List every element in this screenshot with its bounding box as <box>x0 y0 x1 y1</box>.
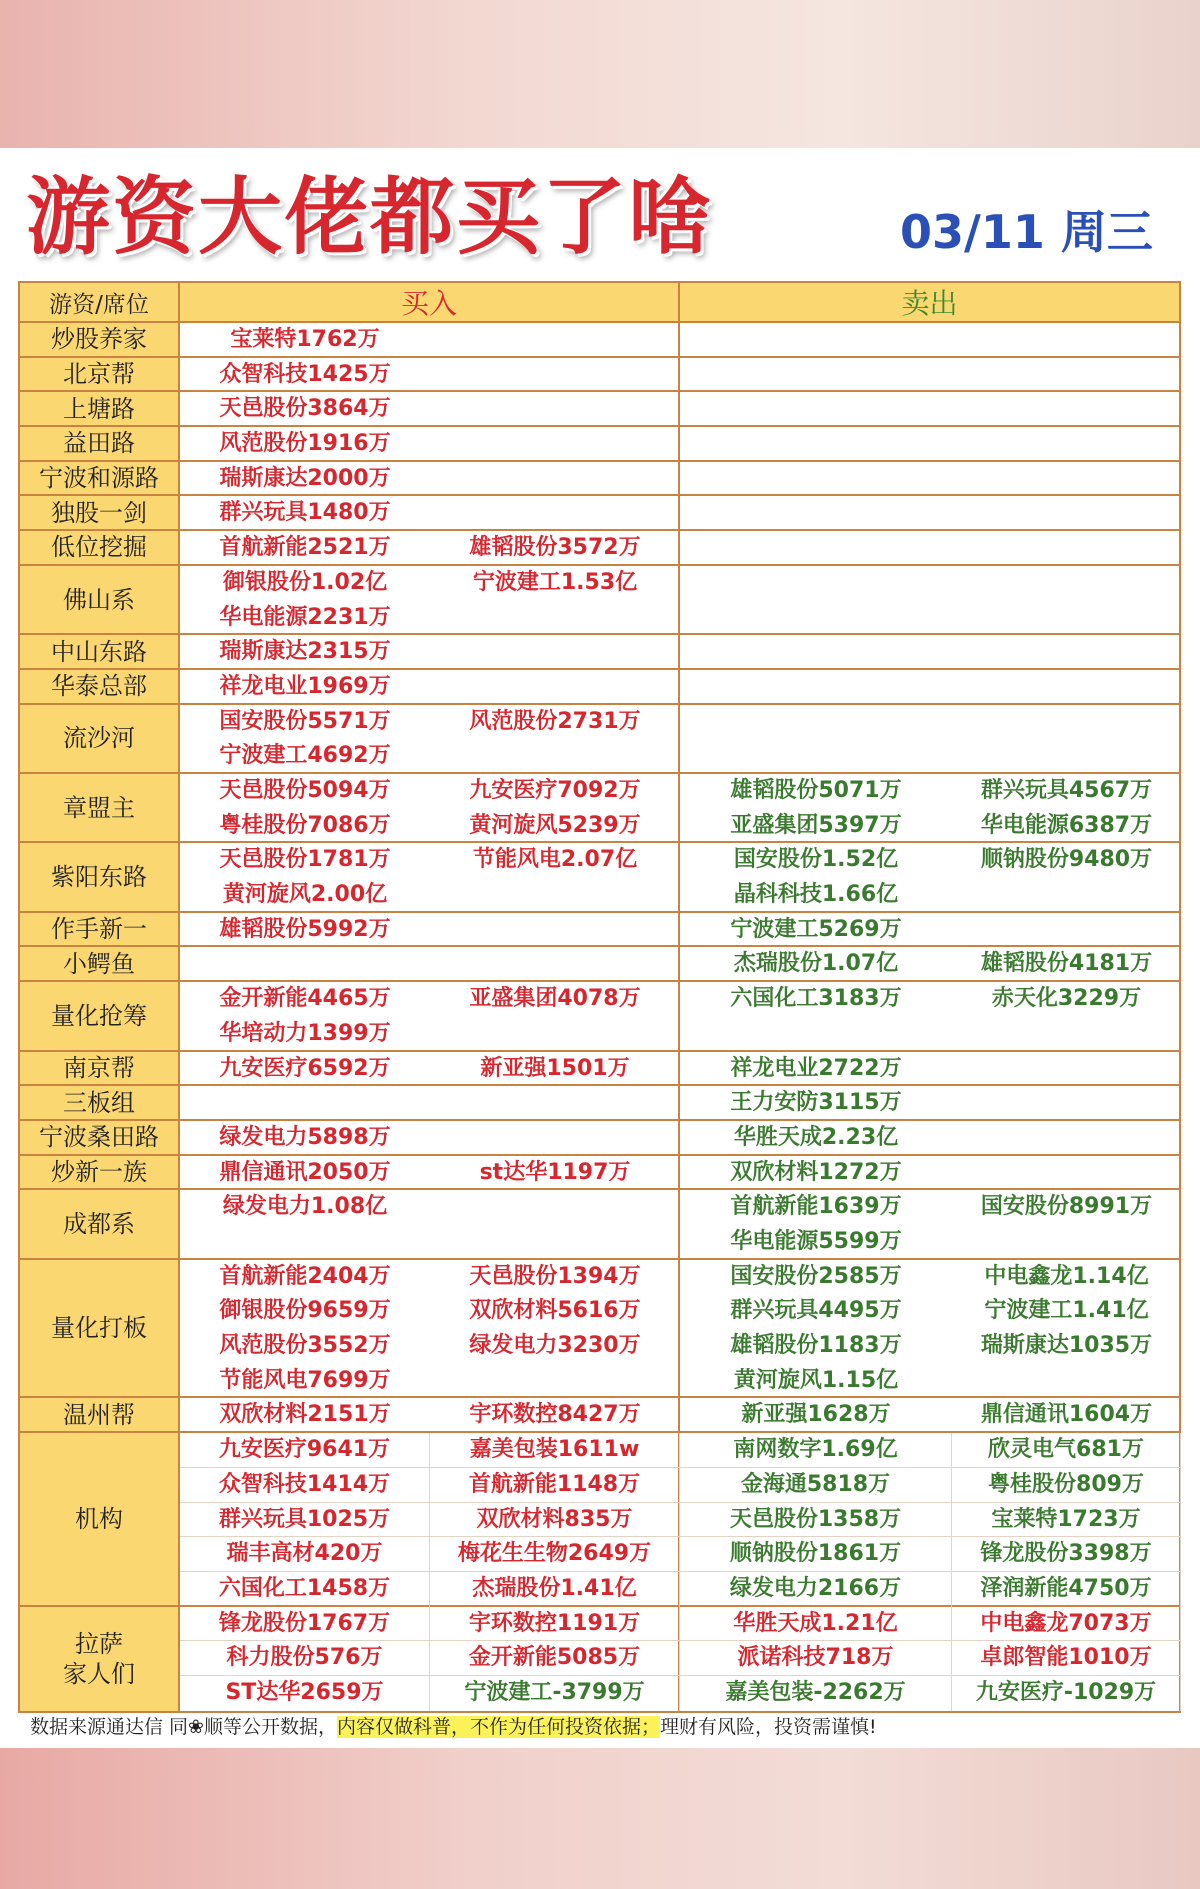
seat-name: 紫阳东路 <box>20 843 180 910</box>
buy-cell <box>180 1433 680 1605</box>
sell-item: 祥龙电业2722万 <box>730 1055 902 1081</box>
buy-item: 六国化工1458万 <box>180 1572 430 1607</box>
sell-item: 派诺科技718万 <box>680 1641 952 1676</box>
buy-cell <box>180 670 680 703</box>
buy-cell <box>180 947 680 980</box>
buy-item: 宇环数控1191万 <box>430 1607 680 1642</box>
sell-item: 华胜天成1.21亿 <box>680 1607 952 1642</box>
seat-name: 拉萨 家人们 <box>20 1607 180 1711</box>
buy-cell <box>180 392 680 425</box>
sell-cell <box>680 323 1181 356</box>
table-row <box>20 358 1179 393</box>
sell-item: 华电能源5599万 <box>730 1228 902 1254</box>
table-header <box>20 283 1179 323</box>
buy-item: 粤桂股份7086万 <box>219 812 391 838</box>
table-row <box>20 1607 1179 1711</box>
table-row <box>20 392 1179 427</box>
table-row <box>20 1433 1179 1607</box>
sell-item: 绿发电力2166万 <box>680 1572 952 1607</box>
buy-item: 风范股份3552万 <box>219 1333 391 1359</box>
sell-item: 六国化工3183万 <box>730 986 902 1012</box>
buy-item: 黄河旋风5239万 <box>469 812 641 838</box>
sell-item: 群兴玩具4567万 <box>980 777 1153 803</box>
buy-item: 节能风电7699万 <box>219 1367 391 1393</box>
sell-cell <box>680 774 1181 841</box>
footer-source: 数据来源通达信 同❀顺等公开数据， <box>30 1716 337 1738</box>
sell-cell <box>680 1190 1181 1257</box>
sell-item: 黄河旋风1.15亿 <box>733 1367 899 1393</box>
buy-item: 天邑股份5094万 <box>219 777 391 803</box>
buy-item: 双欣材料2151万 <box>219 1402 391 1428</box>
buy-item: 宁波建工-3799万 <box>430 1676 680 1711</box>
buy-cell <box>180 1607 680 1711</box>
buy-item: 宝莱特1762万 <box>230 327 380 352</box>
buy-item: 绿发电力3230万 <box>469 1333 641 1359</box>
table-row <box>20 1121 1179 1156</box>
buy-item: 群兴玩具1025万 <box>180 1503 430 1538</box>
sell-cell <box>680 462 1181 495</box>
sell-item: 中电鑫龙1.14亿 <box>984 1263 1149 1289</box>
buy-item: 祥龙电业1969万 <box>219 673 391 699</box>
sell-cell <box>680 1086 1181 1119</box>
sell-cell <box>680 1433 1181 1605</box>
seat-name: 章盟主 <box>20 774 180 841</box>
buy-cell <box>180 1052 680 1085</box>
table-row <box>20 635 1179 670</box>
buy-item: 金开新能4465万 <box>219 986 391 1012</box>
table-row <box>20 1190 1179 1259</box>
buy-cell <box>180 566 680 633</box>
table-row <box>20 670 1179 705</box>
buy-item: 首航新能2404万 <box>219 1263 391 1289</box>
sell-cell <box>680 1607 1181 1711</box>
sell-cell <box>680 358 1181 391</box>
table-row <box>20 774 1179 843</box>
sell-item: 金海通5818万 <box>680 1468 952 1503</box>
buy-cell <box>180 1121 680 1154</box>
sell-item: 宁波建工1.41亿 <box>984 1298 1149 1324</box>
seat-name: 低位挖掘 <box>20 531 180 564</box>
sell-item: 南网数字1.69亿 <box>680 1433 952 1468</box>
buy-item: 金开新能5085万 <box>430 1641 680 1676</box>
table-row <box>20 913 1179 948</box>
buy-item: 宁波建工1.53亿 <box>472 569 638 595</box>
sell-cell <box>680 1398 1181 1431</box>
buy-item: 黄河旋风2.00亿 <box>222 882 388 908</box>
sell-item: 双欣材料1272万 <box>730 1159 902 1185</box>
footer-highlight: 内容仅做科普，不作为任何投资依据； <box>336 1716 660 1738</box>
sell-item: 顺钠股份1861万 <box>680 1537 952 1572</box>
table-row <box>20 1398 1179 1433</box>
buy-cell <box>180 462 680 495</box>
table-row <box>20 531 1179 566</box>
buy-item: 节能风电2.07亿 <box>472 847 638 873</box>
sell-item: 九安医疗-1029万 <box>952 1676 1181 1711</box>
buy-item: 风范股份2731万 <box>469 708 641 734</box>
seat-name: 量化抢筹 <box>20 982 180 1049</box>
buy-item: 宇环数控8427万 <box>469 1402 641 1428</box>
sell-item: 宝莱特1723万 <box>952 1503 1181 1538</box>
buy-cell <box>180 358 680 391</box>
sell-cell <box>680 705 1181 772</box>
buy-cell <box>180 635 680 668</box>
buy-cell <box>180 496 680 529</box>
buy-item: 双欣材料835万 <box>430 1503 680 1538</box>
table-row <box>20 982 1179 1051</box>
buy-item: 宁波建工4692万 <box>219 743 391 769</box>
sell-cell <box>680 1156 1181 1189</box>
sell-item: 赤天化3229万 <box>991 986 1142 1012</box>
buy-item: 科力股份576万 <box>180 1641 430 1676</box>
buy-item: 九安医疗6592万 <box>219 1055 391 1081</box>
buy-cell <box>180 843 680 910</box>
buy-cell <box>180 913 680 946</box>
sell-item: 新亚强1628万 <box>741 1402 891 1428</box>
sell-item: 群兴玩具4495万 <box>730 1298 902 1324</box>
buy-cell <box>180 323 680 356</box>
buy-item: 瑞丰高材420万 <box>180 1537 430 1572</box>
sell-cell <box>680 566 1181 633</box>
footer-risk: 理财有风险，投资需谨慎! <box>659 1716 877 1738</box>
sell-cell <box>680 670 1181 703</box>
buy-item: 众智科技1414万 <box>180 1468 430 1503</box>
buy-cell <box>180 982 680 1049</box>
buy-item: 九安医疗9641万 <box>180 1433 430 1468</box>
page-title: 游资大佬都买了啥 <box>26 168 715 266</box>
seat-name: 流沙河 <box>20 705 180 772</box>
seat-name: 温州帮 <box>20 1398 180 1431</box>
buy-item: 风范股份1916万 <box>219 431 391 457</box>
buy-item: 雄韬股份3572万 <box>469 535 641 561</box>
sell-item: 亚盛集团5397万 <box>730 812 902 838</box>
table-row <box>20 323 1179 358</box>
sell-item: 中电鑫龙7073万 <box>952 1607 1181 1642</box>
buy-item: st达华1197万 <box>479 1159 631 1185</box>
table-row <box>20 1052 1179 1087</box>
table-row <box>20 1260 1179 1399</box>
table-row <box>20 1086 1179 1121</box>
sell-item: 鼎信通讯1604万 <box>980 1402 1153 1428</box>
date-label: 03/11 周三 <box>900 205 1153 259</box>
sell-item: 国安股份8991万 <box>980 1194 1153 1220</box>
sell-item: 瑞斯康达1035万 <box>980 1333 1153 1359</box>
sell-item: 卓郎智能1010万 <box>952 1641 1181 1676</box>
sell-cell <box>680 843 1181 910</box>
sell-cell <box>680 1260 1181 1397</box>
sell-cell <box>680 392 1181 425</box>
table-row <box>20 947 1179 982</box>
buy-item: 众智科技1425万 <box>219 361 391 387</box>
trading-table <box>18 281 1181 1713</box>
buy-item: 首航新能1148万 <box>430 1468 680 1503</box>
seat-name: 上塘路 <box>20 392 180 425</box>
seat-name: 独股一剑 <box>20 496 180 529</box>
seat-name: 炒新一族 <box>20 1156 180 1189</box>
sell-item: 国安股份1.52亿 <box>733 847 899 873</box>
buy-item: 嘉美包装1611w <box>430 1433 680 1468</box>
buy-item: ST达华2659万 <box>180 1676 430 1711</box>
table-row <box>20 1156 1179 1191</box>
buy-cell <box>180 774 680 841</box>
sell-item: 国安股份2585万 <box>730 1263 902 1289</box>
seat-name: 宁波和源路 <box>20 462 180 495</box>
sell-cell <box>680 496 1181 529</box>
sell-item: 杰瑞股份1.07亿 <box>733 951 899 977</box>
table-row <box>20 843 1179 912</box>
buy-item: 华培动力1399万 <box>219 1020 391 1046</box>
seat-name: 佛山系 <box>20 566 180 633</box>
sell-item: 顺钠股份9480万 <box>980 847 1153 873</box>
buy-item: 瑞斯康达2000万 <box>219 465 391 491</box>
sell-cell <box>680 1121 1181 1154</box>
sell-item: 天邑股份1358万 <box>680 1503 952 1538</box>
sell-item: 宁波建工5269万 <box>730 916 902 942</box>
sell-cell <box>680 913 1181 946</box>
table-row <box>20 496 1179 531</box>
buy-item: 九安医疗7092万 <box>469 777 641 803</box>
sell-item: 雄韬股份1183万 <box>730 1333 902 1359</box>
buy-item: 国安股份5571万 <box>219 708 391 734</box>
sell-item: 锋龙股份3398万 <box>952 1537 1181 1572</box>
buy-cell <box>180 705 680 772</box>
seat-name: 宁波桑田路 <box>20 1121 180 1154</box>
buy-item: 鼎信通讯2050万 <box>219 1159 391 1185</box>
seat-name: 机构 <box>20 1433 180 1605</box>
buy-item: 绿发电力5898万 <box>219 1124 391 1150</box>
sell-cell <box>680 531 1181 564</box>
sell-item: 华胜天成2.23亿 <box>733 1124 899 1150</box>
bottom-banner <box>0 1748 1200 1889</box>
seat-name: 南京帮 <box>20 1052 180 1085</box>
table-row <box>20 566 1179 635</box>
buy-cell <box>180 531 680 564</box>
sell-cell <box>680 982 1181 1049</box>
buy-item: 御银股份9659万 <box>219 1298 391 1324</box>
sell-item: 雄韬股份5071万 <box>730 777 902 803</box>
buy-cell <box>180 1398 680 1431</box>
seat-name: 中山东路 <box>20 635 180 668</box>
buy-item: 首航新能2521万 <box>219 535 391 561</box>
sell-item: 首航新能1639万 <box>730 1194 902 1220</box>
seat-name: 华泰总部 <box>20 670 180 703</box>
seat-name: 三板组 <box>20 1086 180 1119</box>
seat-name: 量化打板 <box>20 1260 180 1397</box>
table-row <box>20 462 1179 497</box>
sell-item: 晶科科技1.66亿 <box>733 882 899 908</box>
sell-cell <box>680 427 1181 460</box>
buy-item: 锋龙股份1767万 <box>180 1607 430 1642</box>
seat-name: 作手新一 <box>20 913 180 946</box>
seat-name: 北京帮 <box>20 358 180 391</box>
buy-item: 御银股份1.02亿 <box>222 569 388 595</box>
sell-item: 泽润新能4750万 <box>952 1572 1181 1607</box>
sell-item: 嘉美包装-2262万 <box>680 1676 952 1711</box>
buy-item: 杰瑞股份1.41亿 <box>430 1572 680 1607</box>
table-body <box>20 323 1179 1711</box>
header-name: 游资/席位 <box>20 283 180 321</box>
buy-item: 华电能源2231万 <box>219 604 391 630</box>
buy-item: 天邑股份3864万 <box>219 396 391 422</box>
header-sell: 卖出 <box>901 287 958 320</box>
buy-item: 群兴玩具1480万 <box>219 500 391 526</box>
buy-item: 双欣材料5616万 <box>469 1298 641 1324</box>
buy-cell <box>180 1086 680 1119</box>
seat-name: 炒股养家 <box>20 323 180 356</box>
sell-item: 欣灵电气681万 <box>952 1433 1181 1468</box>
buy-cell <box>180 1190 680 1257</box>
sell-cell <box>680 947 1181 980</box>
buy-item: 天邑股份1781万 <box>219 847 391 873</box>
table-row <box>20 705 1179 774</box>
buy-item: 新亚强1501万 <box>480 1055 630 1081</box>
sell-item: 王力安防3115万 <box>730 1090 902 1116</box>
buy-item: 瑞斯康达2315万 <box>219 639 391 665</box>
sell-item: 华电能源6387万 <box>980 812 1153 838</box>
buy-item: 雄韬股份5992万 <box>219 916 391 942</box>
buy-item: 梅花生生物2649万 <box>430 1537 680 1572</box>
sell-cell <box>680 635 1181 668</box>
header-buy: 买入 <box>180 283 680 321</box>
top-banner <box>0 0 1200 148</box>
sell-item: 雄韬股份4181万 <box>980 951 1153 977</box>
table-row <box>20 427 1179 462</box>
sell-cell <box>680 1052 1181 1085</box>
seat-name: 益田路 <box>20 427 180 460</box>
buy-cell <box>180 427 680 460</box>
seat-name: 成都系 <box>20 1190 180 1257</box>
buy-item: 亚盛集团4078万 <box>469 986 641 1012</box>
buy-cell <box>180 1156 680 1189</box>
buy-item: 天邑股份1394万 <box>469 1263 641 1289</box>
seat-name: 小鳄鱼 <box>20 947 180 980</box>
footer-disclaimer <box>30 1712 877 1739</box>
sell-item: 粤桂股份809万 <box>952 1468 1181 1503</box>
buy-cell <box>180 1260 680 1397</box>
buy-item: 绿发电力1.08亿 <box>222 1194 388 1220</box>
